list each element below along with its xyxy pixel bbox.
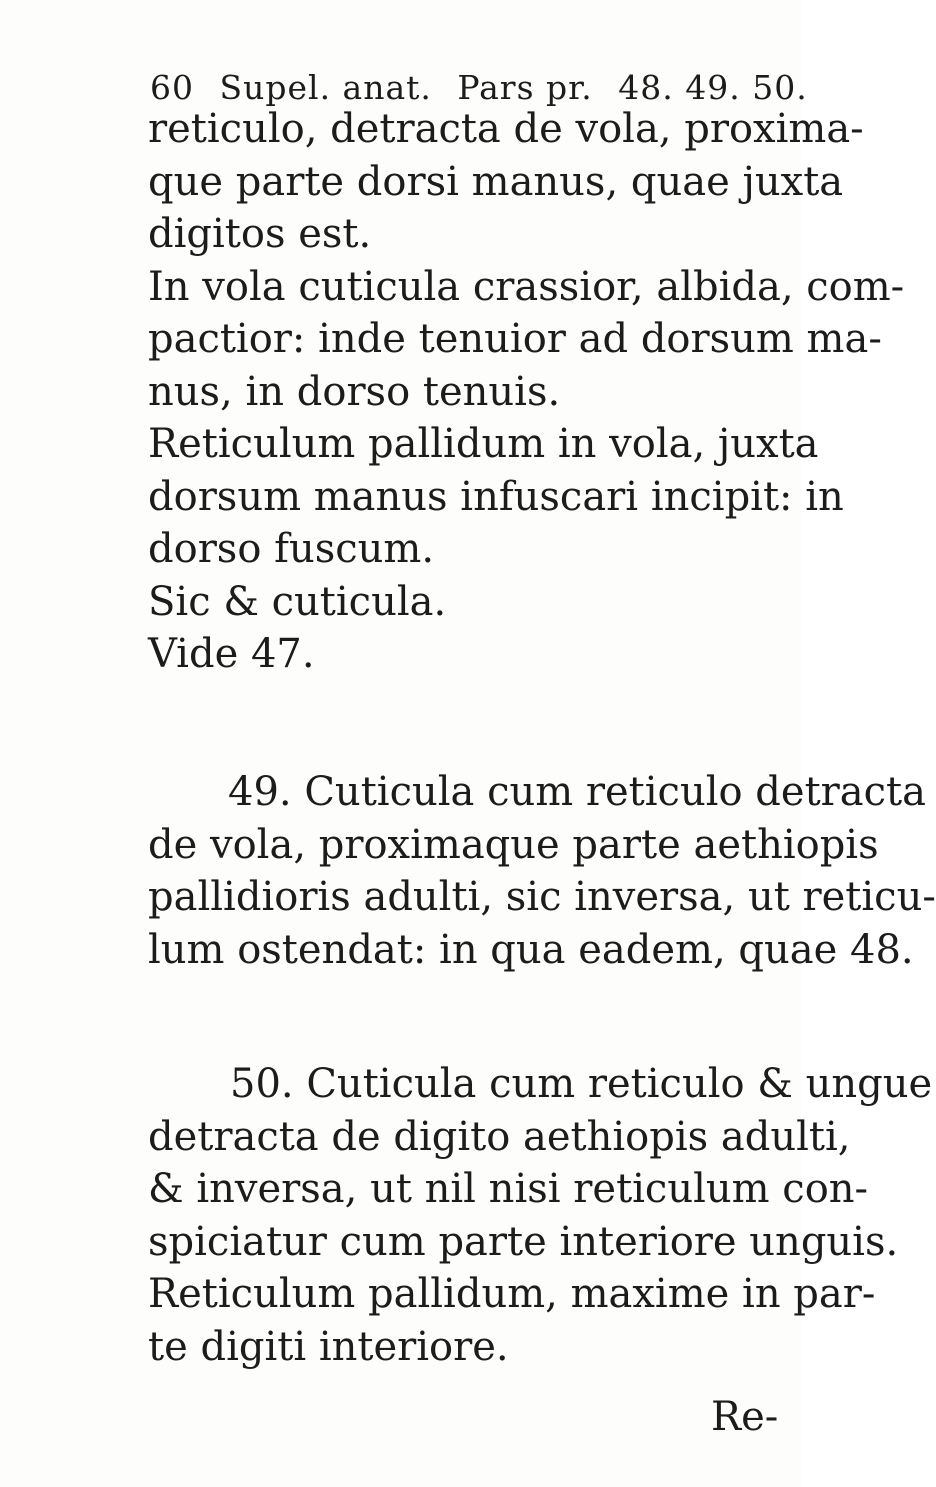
text-line: spiciatur cum parte interiore unguis. — [148, 1218, 899, 1265]
text-line: In vola cuticula crassior, albida, com- — [148, 263, 905, 310]
text-line: Sic & cuticula. — [148, 578, 447, 625]
text-line: Reticulum pallidum, maxime in par- — [148, 1271, 876, 1317]
section-50-text — [148, 1058, 933, 1373]
text-line: & inversa, ut nil nisi reticulum con- — [148, 1166, 869, 1212]
text-line: dorso fuscum. — [148, 526, 435, 572]
text-line: detracta de digito aethiopis adulti, — [148, 1113, 851, 1160]
text-line: dorsum manus infuscari incipit: in — [148, 473, 844, 520]
text-line: pallidioris adulti, sic inversa, ut reticu- — [148, 874, 936, 920]
section-49-text — [148, 766, 936, 976]
text-line: nus, in dorso tenuis. — [148, 368, 561, 415]
part-label: Pars pr. — [457, 68, 593, 107]
text-line: de vola, proximaque parte aethiopis — [148, 821, 879, 868]
running-title: Supel. anat. — [219, 68, 432, 107]
page-number: 60 — [150, 68, 194, 107]
text-line: Reticulum pallidum in vola, juxta — [148, 421, 819, 467]
text-line: Vide 47. — [148, 631, 315, 677]
catchword: Re- — [711, 1394, 779, 1440]
text-line: pactior: inde tenuior ad dorsum ma- — [148, 316, 882, 362]
text-line: lum ostendat: in qua eadem, quae 48. — [148, 926, 914, 973]
section-50-heading-line: 50. Cuticula cum reticulo & ungue — [230, 1061, 933, 1107]
running-head — [150, 68, 808, 107]
text-line: reticulo, detracta de vola, proxima- — [148, 106, 864, 152]
section-49-heading-line: 49. Cuticula cum reticulo detracta — [228, 769, 926, 815]
text-line: digitos est. — [148, 211, 372, 257]
text-line: que parte dorsi manus, quae juxta — [148, 158, 844, 205]
text-line: te digiti interiore. — [148, 1323, 509, 1370]
section-48-text — [148, 103, 905, 681]
section-numbers: 48. 49. 50. — [618, 68, 808, 107]
